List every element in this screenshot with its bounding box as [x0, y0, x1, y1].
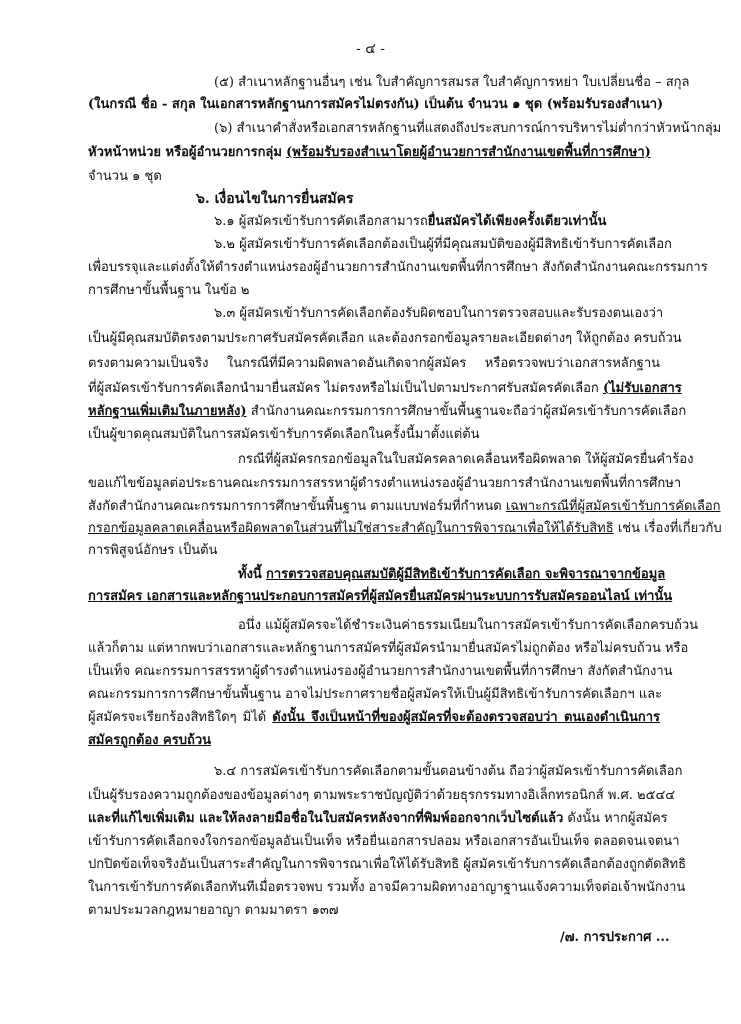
item-5-line-2: (ในกรณี ชื่อ - สกุล ในเอกสารหลักฐานการสมัครไม่ตรงกัน) เป็นต้น จำนวน ๑ ชุด (พร้อมรับรองสำเนา): [88, 97, 664, 112]
clause-6-3-no-extra-docs: (ไม่รับเอกสาร: [602, 381, 682, 396]
error-para-line-1: กรณีที่ผู้สมัครกรอกข้อมูลในใบสมัครคลาดเคลื่อนหรือผิดพลาด ให้ผู้สมัครยื่นคำร้อง: [238, 452, 694, 467]
clause-6-1-emphasis: ยื่นสมัครได้เพียงครั้งเดียวเท่านั้น: [427, 214, 607, 229]
clause-6-3-line-2: เป็นผู้มีคุณสมบัติตรงตามประกาศรับสมัครคัดเลือก และต้องกรอกข้อมูลรายละเอียดต่างๆ ให้ถูกต้อง ครบถ้วน: [88, 331, 682, 346]
note-para-qualification-check: การตรวจสอบคุณสมบัติผู้มีสิทธิเข้ารับการคัดเลือก จะพิจารณาจากข้อมูล: [265, 567, 666, 582]
clause-6-3-line-6: เป็นผู้ขาดคุณสมบัติในการสมัครเข้ารับการคัดเลือกในครั้งนี้มาตั้งแต่ต้น: [88, 427, 480, 442]
clause-6-3-line-1: ๖.๓ ผู้สมัครเข้ารับการคัดเลือกต้องรับผิดชอบในการตรวจสอบและรับรองตนเองว่า: [214, 306, 664, 321]
error-para-line-5: การพิสูจน์อักษร เป็นต้น: [88, 543, 218, 558]
remark-para-line-2: แล้วก็ตาม แต่หากพบว่าเอกสารและหลักฐานการสมัครที่ผู้สมัครนำมายื่นสมัครไม่ถูกต้อง หรือไม่ครบถ้วน หรือ: [88, 641, 689, 656]
clause-6-4-line-7: ตามประมวลกฎหมายอาญา ตามมาตรา ๑๓๗: [88, 903, 339, 918]
error-para-line-4: [88, 520, 722, 538]
remark-para-line-4: คณะกรรมการการศึกษาขั้นพื้นฐาน อาจไม่ประกาศรายชื่อผู้สมัครให้เป็นผู้มีสิทธิเข้ารับการคัดเลือกฯ และ: [88, 687, 663, 702]
error-para-exception: เฉพาะกรณีที่ผู้สมัครเข้ารับการคัดเลือก: [505, 499, 721, 514]
remark-para-line-3: เป็นเท็จ คณะกรรมการสรรหาผู้ดำรงตำแหน่งรองผู้อำนวยการสำนักงานเขตพื้นที่การศึกษา สังกัดสำนักงาน: [88, 664, 673, 679]
clause-6-3-line-3: ตรงตามความเป็นจริง ในกรณีที่มีความผิดพลาดอันเกิดจากผู้สมัคร หรือตรวจพบว่าเอกสารหลักฐาน: [88, 356, 660, 371]
clause-6-4-line-5: ปกปิดข้อเท็จจริงอันเป็นสาระสำคัญในการพิจารณาเพื่อให้ได้รับสิทธิ ผู้สมัครเข้ารับการคัดเลือกต้องถูกตัดสิทธิ: [88, 857, 687, 872]
page-number: - ๔ -: [356, 41, 385, 57]
remark-para-text: ผู้สมัครจะเรียกร้องสิทธิใดๆ มิได้: [88, 710, 267, 725]
item-6-line-1: (๖) สำเนาคำสั่งหรือเอกสารหลักฐานที่แสดงถึงประสบการณ์การบริหารไม่ต่ำกว่าหัวหน้ากลุ่ม: [214, 121, 722, 136]
item-6-certify-note: (พร้อมรับรองสำเนาโดยผู้อำนวยการสำนักงานเขตพื้นที่การศึกษา): [286, 145, 651, 160]
clause-6-2-line-3: การศึกษาขั้นพื้นฐาน ในข้อ ๒: [88, 283, 250, 298]
remark-para-duty: ดังนั้น จึงเป็นหน้าที่ของผู้สมัครที่จะต้องตรวจสอบว่า ตนเองดำเนินการ: [272, 710, 660, 725]
note-para-line-2: การสมัคร เอกสารและหลักฐานประกอบการสมัครที่ผู้สมัครยื่นสมัครผ่านระบบการรับสมัครออนไลน์ เท่านั้น: [88, 589, 673, 604]
clause-6-2-line-2: เพื่อบรรจุและแต่งตั้งให้ดำรงตำแหน่งรองผู้อำนวยการสำนักงานเขตพื้นที่การศึกษา สังกัดสำนักงานคณะกรรมการ: [88, 260, 708, 275]
error-para-example: เช่น เรื่องที่เกี่ยวกับ: [617, 521, 722, 536]
clause-6-4-line-2: เป็นผู้รับรองความถูกต้องของข้อมูลต่างๆ ตามพระราชบัญญัติว่าด้วยธุรกรรมทางอิเล็กทรอนิกส์ พ.ศ. ๒๕๔๔: [88, 788, 676, 803]
clause-6-4-text: ดังนั้น หากผู้สมัคร: [567, 811, 668, 826]
remark-para-line-1: อนึ่ง แม้ผู้สมัครจะได้ชำระเงินค่าธรรมเนียมในการสมัครเข้ารับการคัดเลือกครบถ้วน: [238, 618, 699, 633]
error-para-line-3: [88, 498, 721, 516]
clause-6-4-line-4: เข้ารับการคัดเลือกจงใจกรอกข้อมูลอันเป็นเท็จ หรือยื่นเอกสารปลอม หรือเอกสารอันเป็นเท็จ ตลอดจนเจตนา: [88, 834, 680, 849]
error-para-text: สังกัดสำนักงานคณะกรรมการการศึกษาขั้นพื้นฐาน ตามแบบฟอร์มที่กำหนด: [88, 499, 502, 514]
clause-6-4-line-1: ๖.๔ การสมัครเข้ารับการคัดเลือกตามขั้นตอนข้างต้น ถือว่าผู้สมัครเข้ารับการคัดเลือก: [214, 764, 683, 779]
clause-6-4-line-6: ในการเข้ารับการคัดเลือกทันทีเมื่อตรวจพบ รวมทั้ง อาจมีความผิดทางอาญาฐานแจ้งความเท็จต่อเจ้าพนักงาน: [88, 880, 686, 895]
clause-6-2-line-1: ๖.๒ ผู้สมัครเข้ารับการคัดเลือกต้องเป็นผู้ที่มีคุณสมบัติของผู้มีสิทธิเข้ารับการคัดเลือก: [214, 237, 672, 252]
remark-para-line-5: [88, 709, 660, 727]
clause-6-1: [214, 213, 606, 231]
clause-6-3-line-4: [88, 380, 682, 398]
item-6-line-3: จำนวน ๑ ชุด: [88, 169, 162, 184]
section-6-heading: ๖. เงื่อนไขในการยื่นสมัคร: [196, 191, 354, 207]
next-section-reference: /๗. การประกาศ ...: [560, 930, 670, 945]
item-6-line-2: [88, 144, 668, 162]
clause-6-3-no-extra-docs-cont: หลักฐานเพิ่มเติมในภายหลัง): [88, 404, 247, 419]
clause-6-3-text: ที่ผู้สมัครเข้ารับการคัดเลือกนำมายื่นสมัคร ไม่ตรงหรือไม่เป็นไปตามประกาศรับสมัครคัดเลือก: [88, 381, 599, 396]
clause-6-1-text: ๖.๑ ผู้สมัครเข้ารับการคัดเลือกสามารถ: [214, 214, 428, 229]
clause-6-4-signature-note: และที่แก้ไขเพิ่มเติม และให้ลงลายมือชื่อในใบสมัครหลังจากที่พิมพ์ออกจากเว็บไซต์แล้ว: [88, 811, 564, 826]
clause-6-3-line-5: [88, 403, 687, 421]
note-para-lead: ทั้งนี้: [238, 567, 262, 582]
remark-para-line-6: สมัครถูกต้อง ครบถ้วน: [88, 733, 212, 748]
error-para-line-2: ขอแก้ไขข้อมูลต่อประธานคณะกรรมการสรรหาผู้ดำรงตำแหน่งรองผู้อำนวยการสำนักงานเขตพื้นที่การศึกษา: [88, 476, 682, 491]
error-para-exception-cont: กรอกข้อมูลคลาดเคลื่อนหรือผิดพลาดในส่วนที่ไม่ใช่สาระสำคัญในการพิจารณาเพื่อให้ได้รับสิทธิ: [88, 521, 614, 536]
item-5-line-1: (๕) สำเนาหลักฐานอื่นๆ เช่น ใบสำคัญการสมรส ใบสำคัญการหย่า ใบเปลี่ยนชื่อ – สกุล: [214, 75, 690, 90]
clause-6-4-line-3: [88, 810, 668, 828]
note-para-line-1: [238, 566, 666, 584]
item-6-text: หัวหน้าหน่วย หรือผู้อำนวยการกลุ่ม: [88, 145, 282, 160]
clause-6-3-text-cont: สำนักงานคณะกรรมการการศึกษาขั้นพื้นฐานจะถือว่าผู้สมัครเข้ารับการคัดเลือก: [250, 404, 687, 419]
